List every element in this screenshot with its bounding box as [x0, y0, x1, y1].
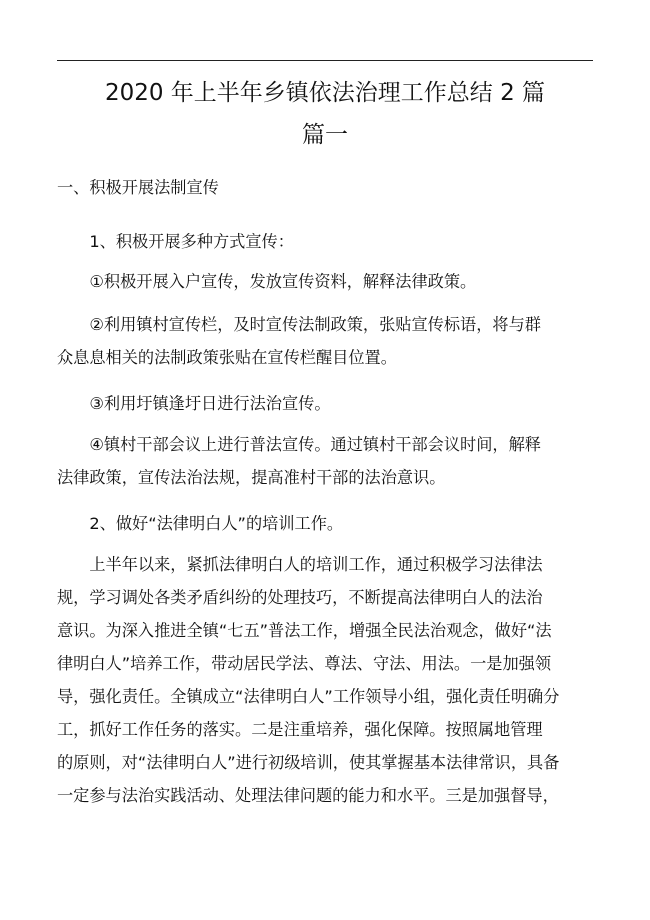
header-rule: [57, 60, 593, 61]
paragraph-line: 的原则，对“法律明白人”进行初级培训，使其掌握基本法律常识，具备: [57, 753, 560, 772]
paragraph-line: 2、做好“法律明白人”的培训工作。: [57, 514, 344, 533]
section-heading: 一、积极开展法制宣传: [57, 178, 219, 197]
paragraph-line: 意识。为深入推进全镇“七五”普法工作，增强全民法治观念，做好“法: [57, 621, 552, 640]
document-subtitle: 篇一: [302, 122, 348, 148]
paragraph-line: 1、积极开展多种方式宣传：: [57, 232, 294, 251]
document-title: 2020 年上半年乡镇依法治理工作总结 2 篇: [104, 80, 546, 106]
paragraph-line: 律明白人”培养工作，带动居民学法、尊法、守法、用法。一是加强领: [57, 654, 552, 673]
paragraph-line: ③利用圩镇逢圩日进行法治宣传。: [57, 394, 331, 413]
paragraph-line: 规，学习调处各类矛盾纠纷的处理技巧，不断提高法律明白人的法治: [57, 588, 543, 607]
paragraph-line: 上半年以来，紧抓法律明白人的培训工作，通过积极学习法律法: [57, 555, 543, 574]
paragraph-line: ④镇村干部会议上进行普法宣传。通过镇村干部会议时间，解释: [57, 435, 541, 454]
paragraph-line: 众息息相关的法制政策张贴在宣传栏醒目位置。: [57, 348, 397, 367]
paragraph-line: 工，抓好工作任务的落实。二是注重培养，强化保障。按照属地管理: [57, 720, 543, 739]
paragraph-line: ①积极开展入户宣传，发放宣传资料，解释法律政策。: [57, 272, 477, 291]
paragraph-line: 导，强化责任。全镇成立“法律明白人”工作领导小组，强化责任明确分: [57, 687, 560, 706]
paragraph-line: ②利用镇村宣传栏，及时宣传法制政策，张贴宣传标语，将与群: [57, 315, 541, 334]
paragraph-line: 法律政策，宣传法治法规，提高准村干部的法治意识。: [57, 468, 446, 487]
paragraph-line: 一定参与法治实践活动、处理法律问题的能力和水平。三是加强督导，: [57, 786, 559, 805]
